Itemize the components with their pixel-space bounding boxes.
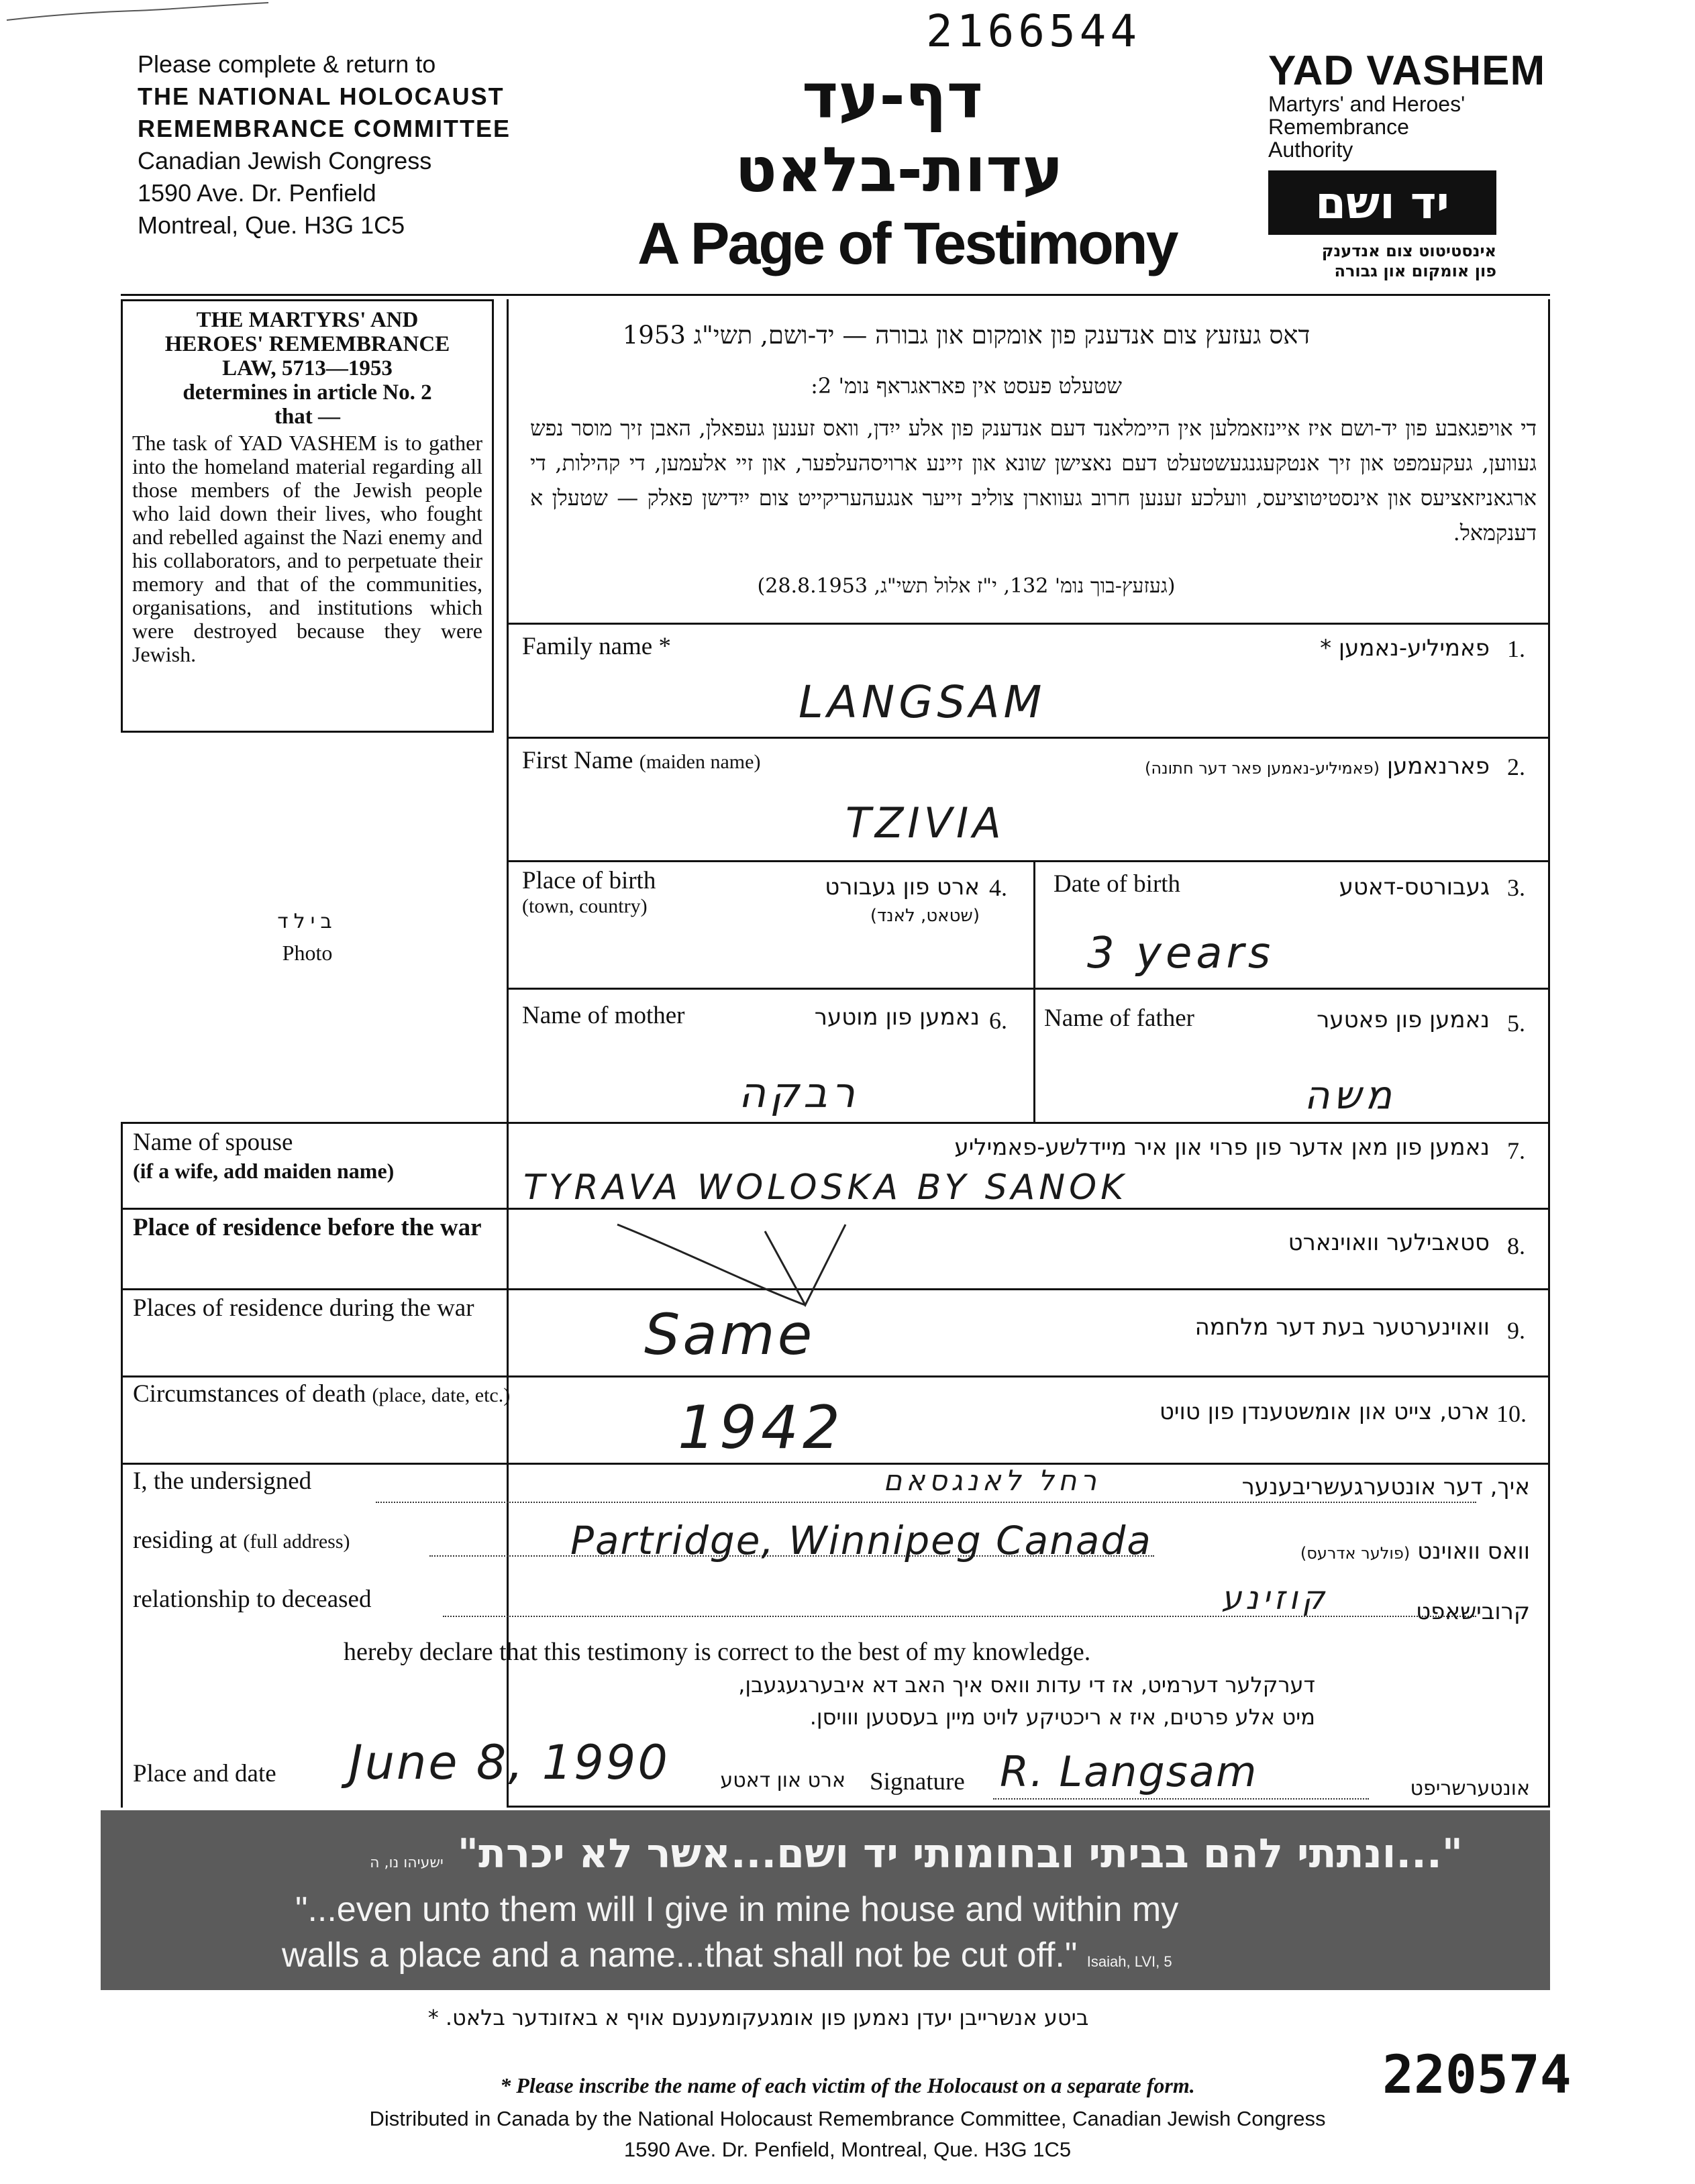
date-of-birth-value[interactable]: 3 years xyxy=(1087,929,1275,978)
yiddish-law-body: די אויפגאבע פון יד-ושם איז איינזאמלען אין היימלאנד דעם אנדענק פון אלע ייִדן, וואס זענען געפאלן, האבן זיך מוסר נפש געווען, געקעמפט און זיך אנטקעגנגעשטעלט דעם נאצישן שונא און זיינע ארויסהעלפער, און זיי אלעמען, די קהילות, די ארגאניזאציעס און אינסטיטוציעס, וועלכע זענען חרוב געווארן צוליב זייער אנגעהעריקייט צום ייִדישן פאלק — שטעלן א דענקמאל. xyxy=(530,415,1537,545)
family-name-hebrew: פאמיליע-נאמען * xyxy=(1320,635,1490,662)
form-left-rule-lower xyxy=(121,1122,123,1808)
photo-label: Photo xyxy=(282,941,333,965)
signature-hebrew: אונטערשריפט xyxy=(1410,1777,1530,1800)
circumstances-note: (place, date, etc.) xyxy=(372,1384,511,1406)
field-10-num: 10. xyxy=(1496,1400,1527,1427)
org-subtitle xyxy=(1268,93,1465,161)
rule-5 xyxy=(121,1122,1550,1124)
place-of-birth-hebrew-note: (שטאט, לאנד) xyxy=(870,906,980,926)
footer-note-text: Please inscribe the name of each victim of the Holocaust on a separate form. xyxy=(516,2073,1195,2097)
place-date-value[interactable]: June 8, 1990 xyxy=(349,1735,670,1790)
residing-label xyxy=(133,1526,350,1555)
relationship-label: relationship to deceased xyxy=(133,1585,372,1613)
field-5-num: 5. xyxy=(1507,1010,1525,1037)
place-date-label: Place and date xyxy=(133,1760,276,1787)
hebrew-title-1: דף-עד xyxy=(802,60,983,132)
mother-name-label: Name of mother xyxy=(522,1002,685,1029)
field-9-num: 9. xyxy=(1507,1317,1525,1344)
footer-dist-2: 1590 Ave. Dr. Penfield, Montreal, Que. H3G 1C5 xyxy=(623,2138,1072,2161)
residing-hebrew-text: וואס וואוינט xyxy=(1417,1538,1530,1565)
place-of-birth-label-text: Place of birth xyxy=(522,867,656,894)
law-heading-3: LAW, 5713—1953 xyxy=(222,356,393,380)
residence-before-war-scribble xyxy=(604,1211,980,1312)
place-of-birth-note: (town, country) xyxy=(522,895,648,917)
circumstances-hebrew: ארט, צייט און אומשטענדן פון טויט xyxy=(1159,1398,1490,1425)
org-sub-3: Authority xyxy=(1268,138,1353,162)
logo-text: יד ושם xyxy=(1315,176,1449,229)
place-date-hebrew: ארט און דאטע xyxy=(720,1769,845,1792)
date-of-birth-label: Date of birth xyxy=(1054,870,1181,898)
yiddish-law-line2: שטעלט פעסט אין פאראגראף נומ' 2: xyxy=(811,373,1122,399)
org-hebrew-1: אינסטיטוט צום אנדענק xyxy=(1321,242,1496,260)
father-name-value[interactable]: משה xyxy=(1304,1072,1396,1118)
residence-during-war-hebrew: וואוינערטער בעת דער מלחמה xyxy=(1194,1314,1490,1341)
rule-6 xyxy=(121,1208,1550,1210)
banner-hebrew xyxy=(201,1830,1463,1877)
first-name-hebrew-note: (פאמיליע-נאמען פאר דער חתונה) xyxy=(1144,759,1380,778)
relationship-value[interactable]: קוזינע xyxy=(1221,1579,1329,1617)
signature-label: Signature xyxy=(870,1768,965,1796)
rule-8 xyxy=(121,1375,1550,1377)
undersigned-value[interactable]: רחל לאנגסאם xyxy=(883,1464,1100,1497)
undersigned-label: I, the undersigned xyxy=(133,1467,312,1495)
bottom-number: 220574 xyxy=(1382,2045,1572,2105)
field-2-num: 2. xyxy=(1507,753,1525,780)
residing-hebrew-note: (פולער אדרעס) xyxy=(1300,1544,1410,1563)
residence-before-war-label: Place of residence before the war xyxy=(133,1214,482,1241)
hebrew-title-2: עדות-בלאט xyxy=(735,134,1064,206)
declare-yi-1: דערקלער דערמיט, אז די עדות וואס איך האב דא איבערגעגעבן, xyxy=(738,1672,1315,1698)
mother-name-value[interactable]: רבקה xyxy=(738,1068,859,1117)
signature-value[interactable]: R. Langsam xyxy=(1000,1747,1258,1796)
banner-english-ref: Isaiah, LVI, 5 xyxy=(1086,1953,1172,1970)
org-name: YAD VASHEM xyxy=(1268,48,1546,94)
spouse-note: (if a wife, add maiden name) xyxy=(133,1159,395,1183)
return-line-3: REMEMBRANCE COMMITTEE xyxy=(138,115,511,142)
undersigned-hebrew: איך, דער אונטערגעשריבענער xyxy=(1241,1473,1530,1500)
return-line-4: Canadian Jewish Congress xyxy=(138,147,432,174)
law-heading-4: determines in article No. 2 xyxy=(183,380,432,405)
footer-note: * Please inscribe the name of each victim of the Holocaust on a separate form. xyxy=(500,2073,1195,2097)
org-sub-2: Remembrance xyxy=(1268,115,1409,139)
banner-english-2-text: walls a place and a name...that shall not be cut off." xyxy=(282,1936,1078,1975)
banner-english-2 xyxy=(282,1935,1172,1975)
law-heading-5: that — xyxy=(274,405,341,429)
rule-3 xyxy=(507,860,1550,862)
page-title: A Page of Testimony xyxy=(637,210,1177,276)
father-name-hebrew: נאמען פון פאטער xyxy=(1317,1006,1490,1033)
rule-2 xyxy=(507,737,1550,739)
residing-label-text: residing at xyxy=(133,1526,238,1554)
residing-hebrew xyxy=(1181,1538,1530,1565)
banner-hebrew-ref: ישעיהו נו, ה xyxy=(370,1855,444,1871)
first-name-value[interactable]: TZIVIA xyxy=(845,798,1005,847)
field-8-num: 8. xyxy=(1507,1233,1525,1259)
return-line-5: 1590 Ave. Dr. Penfield xyxy=(138,179,376,207)
circumstances-value[interactable]: 1942 xyxy=(678,1393,844,1462)
first-name-hebrew-text: פארנאמען xyxy=(1386,753,1490,780)
undersigned-line xyxy=(376,1502,1476,1503)
spouse-label xyxy=(133,1129,394,1185)
relationship-hebrew: קרובישאפט xyxy=(1416,1598,1530,1625)
field-3-num: 3. xyxy=(1507,874,1525,901)
father-name-label: Name of father xyxy=(1044,1004,1194,1032)
residing-note: (full address) xyxy=(243,1530,350,1553)
spouse-label-text: Name of spouse xyxy=(133,1129,293,1156)
circumstances-label xyxy=(133,1380,510,1408)
family-name-label: Family name * xyxy=(522,633,671,660)
residence-before-war-hebrew: סטאבילער וואוינארט xyxy=(1288,1229,1490,1256)
signature-line xyxy=(993,1798,1369,1800)
footer-yiddish-text: ביטע אנשרייבן יעדן נאמען פון אומגעקומענעם אויף א באזונדער בלאט. xyxy=(445,2005,1089,2030)
yiddish-law-ref: (געזעץ-בוך נומ' 132, י"ז אלול תשי"ג, 28.8.1953) xyxy=(757,574,1176,598)
yad-vashem-logo xyxy=(1268,170,1496,235)
scripture-banner xyxy=(101,1810,1550,1990)
declare-yi-2: מיט אלע פרטים, איז א ריכטיקע לויט מיין בעסטען ווויסן. xyxy=(809,1704,1315,1730)
return-address xyxy=(138,48,607,242)
circumstances-label-text: Circumstances of death xyxy=(133,1380,366,1408)
yiddish-law-line1: דאס געזעץ צום אנדענק פון אומקום און גבורה — יד-ושם, תשי"ג 1953 xyxy=(622,321,1311,350)
banner-hebrew-text: "...ונתתי להם בביתי ובחומותי יד ושם...אשר לא יכרת" xyxy=(457,1830,1463,1877)
banner-english-1: "...even unto them will I give in mine house and within my xyxy=(295,1890,1179,1929)
photo-hebrew: בילד xyxy=(277,910,338,933)
law-text: The task of YAD VASHEM is to gather into the homeland material regarding all those members of the Jewish people who laid down their lives, who fought and rebelled against the Nazi enemy and his collaborators, and to perpetuate their memory and that of the communities, organisations, and institutions which were destroyed because they were Jewish. xyxy=(132,431,482,666)
first-name-hebrew xyxy=(939,753,1490,780)
place-of-birth-hebrew: ארט פון געבורט xyxy=(825,874,980,900)
first-name-label xyxy=(522,746,760,775)
photo-area xyxy=(121,733,494,1122)
return-line-6: Montreal, Que. H3G 1C5 xyxy=(138,211,405,239)
field-6-num: 6. xyxy=(989,1007,1007,1034)
residence-during-war-label: Places of residence during the war xyxy=(133,1294,474,1322)
residing-value[interactable]: Partridge, Winnipeg Canada xyxy=(570,1518,1152,1563)
mother-name-hebrew: נאמען פון מוטער xyxy=(814,1004,980,1031)
serial-number: 2166544 xyxy=(926,5,1141,57)
return-line-2: THE NATIONAL HOLOCAUST xyxy=(138,83,505,110)
rule-mid xyxy=(1033,860,1035,1122)
field-4-num: 4. xyxy=(989,874,1007,901)
return-line-1: Please complete & return to xyxy=(138,50,436,78)
form-top-rule xyxy=(121,294,1550,296)
law-heading-2: HEROES' REMEMBRANCE xyxy=(164,332,450,356)
date-of-birth-hebrew: געבורטס-דאטע xyxy=(1339,874,1490,900)
place-of-birth-label xyxy=(522,868,656,919)
rule-4 xyxy=(507,988,1550,990)
org-hebrew-2: פון אומקום און גבורה xyxy=(1334,262,1496,280)
spouse-value[interactable]: TYRAVA WOLOSKA BY SANOK xyxy=(523,1167,1128,1208)
field-1-num: 1. xyxy=(1507,635,1525,662)
footer-yiddish: ביטע אנשרייבן יעדן נאמען פון אומגעקומענעם אויף א באזונדער בלאט. * xyxy=(427,2005,1089,2030)
family-name-value[interactable]: LANGSAM xyxy=(799,676,1046,728)
spouse-hebrew: נאמען פון מאן אדער פון פרוי און איר מיידלשע-פאמיליע xyxy=(954,1134,1490,1161)
field-7-num: 7. xyxy=(1507,1137,1525,1164)
law-heading-1: THE MARTYRS' AND xyxy=(196,308,419,332)
declare-en: hereby declare that this testimony is correct to the best of my knowledge. xyxy=(344,1638,1091,1666)
first-name-label-text: First Name xyxy=(522,747,633,774)
residence-during-war-value[interactable]: Same xyxy=(644,1302,815,1367)
law-box xyxy=(121,299,494,733)
org-sub-1: Martyrs' and Heroes' xyxy=(1268,92,1466,116)
first-name-note: (maiden name) xyxy=(639,751,761,773)
footer-dist-1: Distributed in Canada by the National Holocaust Remembrance Committee, Canadian Jewish Congress xyxy=(369,2107,1326,2130)
top-scribble xyxy=(0,0,282,27)
rule-1 xyxy=(507,623,1550,625)
